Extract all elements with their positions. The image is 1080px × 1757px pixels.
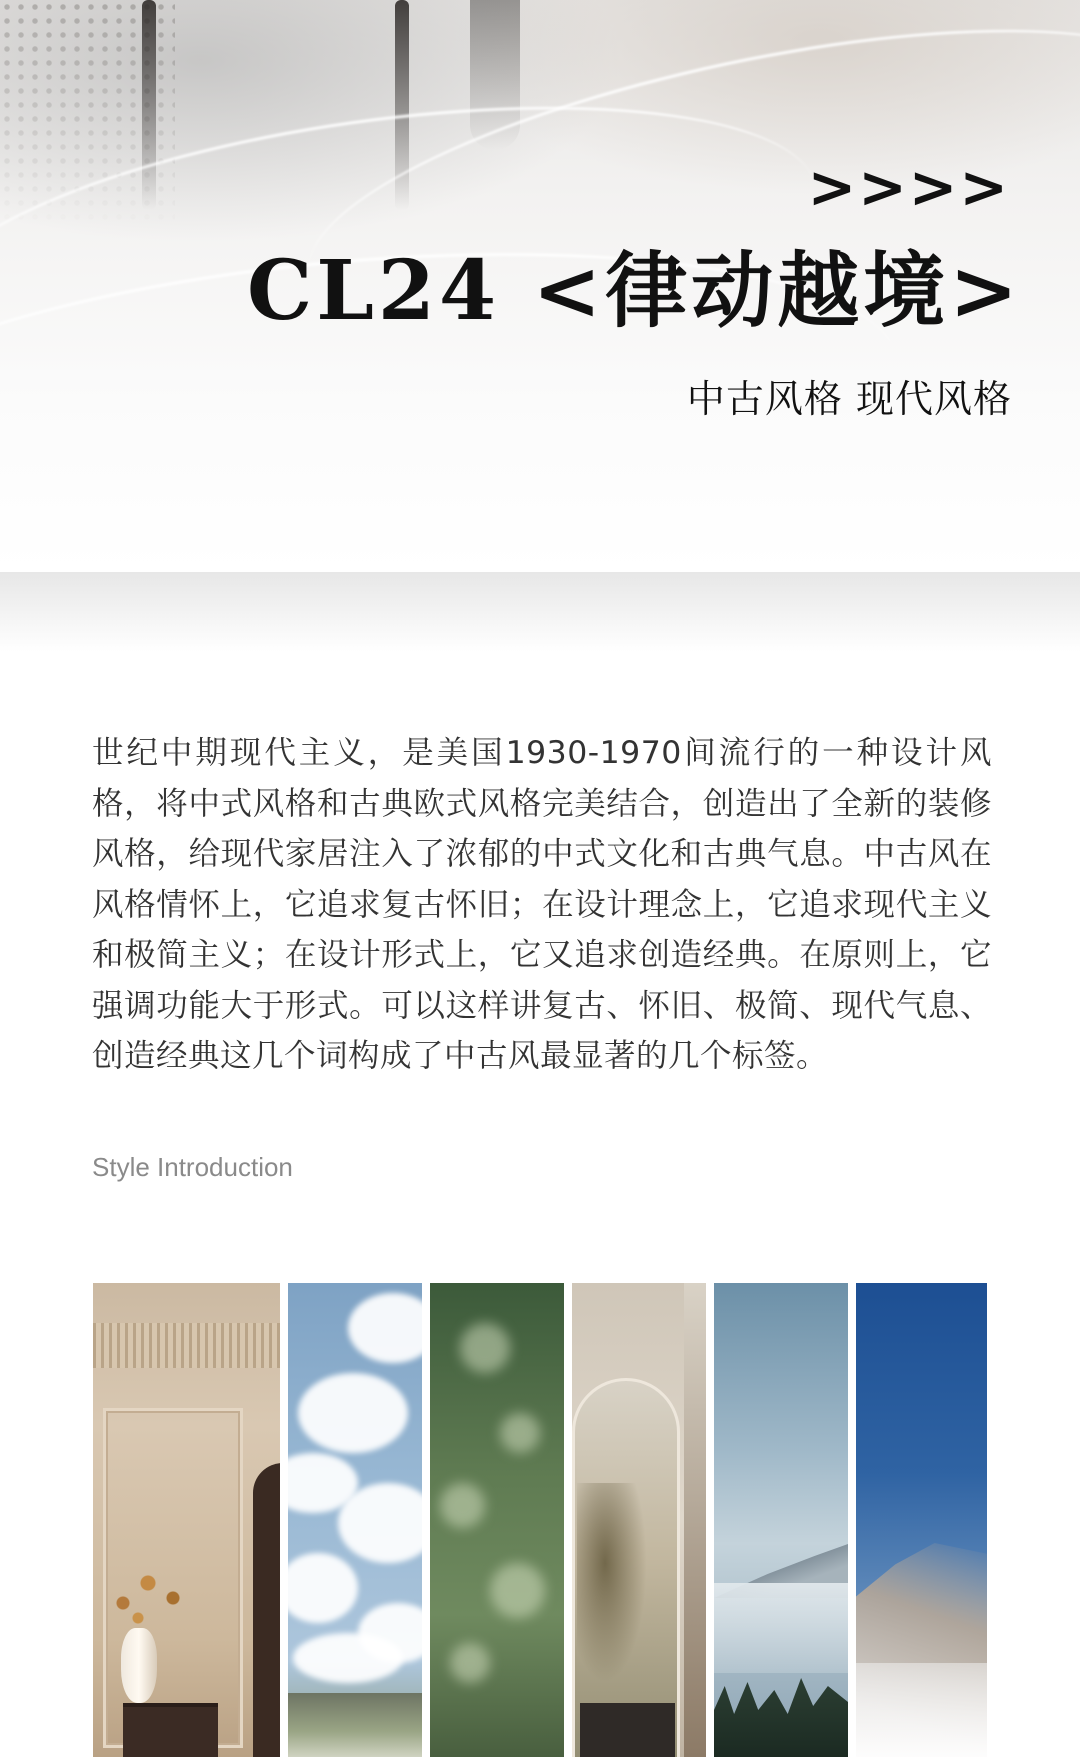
hero-bottom-shadow bbox=[0, 572, 1080, 652]
vase bbox=[121, 1628, 157, 1703]
hero-banner bbox=[0, 0, 1080, 572]
photo-strip-arched-interior bbox=[572, 1283, 706, 1757]
page-subtitle: 中古风格 现代风格 bbox=[686, 377, 1012, 421]
photo-strip-gallery bbox=[93, 1283, 987, 1757]
page-title: CL24 <律动越境> bbox=[247, 243, 1022, 339]
style-intro-paragraph: 世纪中期现代主义，是美国1930-1970间流行的一种设计风格，将中式风格和古典欧式风格完美结合，创造出了全新的装修风格，给现代家居注入了浓郁的中式文化和古典气息。中古风在风格情怀上，它追求复古怀旧；在设计理念上，它追求现代主义和极简主义；在设计形式上，它又追求创造经典。在原则上，它强调功能大于形式。可以这样讲复古、怀旧、极简、现代气息、创造经典这几个词构成了中古风最显著的几个标签。 bbox=[92, 735, 992, 1074]
photo-strip-clouds bbox=[288, 1283, 422, 1757]
photo-strip-greenery bbox=[430, 1283, 564, 1757]
photo-strip-interior bbox=[93, 1283, 280, 1757]
decorative-arrows: >>>> bbox=[807, 153, 1010, 221]
photo-strip-mountain-lake bbox=[714, 1283, 848, 1757]
style-intro-caption: Style Introduction bbox=[92, 1152, 293, 1182]
photo-strip-blue-sky-cliff bbox=[856, 1283, 987, 1757]
